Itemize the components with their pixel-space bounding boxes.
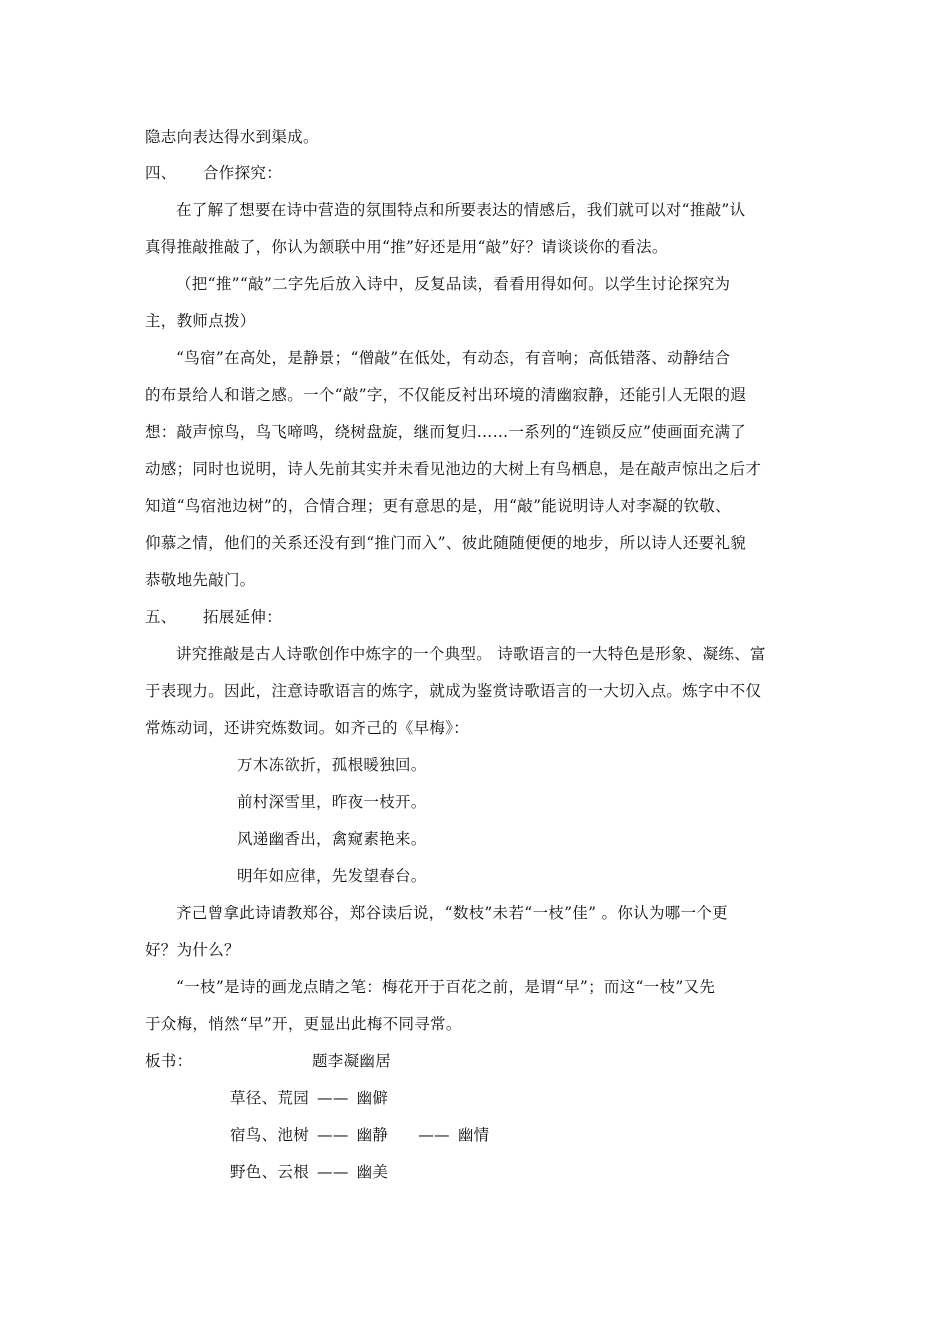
paragraph-line: 常炼动词，还讲究炼数词。如齐己的《早梅》：	[145, 719, 470, 737]
paragraph-line: 真得推敲推敲了，你认为颔联中用“推”好还是用“敲”好？请谈谈你的看法。	[145, 238, 668, 256]
paragraph-line: 的布景给人和谐之感。一个“敲”字，不仅能反衬出环境的清幽寂静，还能引人无限的遐	[145, 386, 747, 404]
blackboard-title: 题李凝幽居	[312, 1052, 392, 1070]
section-four-heading	[145, 162, 815, 184]
section-number: 四、	[145, 164, 177, 182]
board-row-left: 野色、云根	[230, 1163, 310, 1181]
board-row-dash: ——	[317, 1089, 349, 1107]
paragraph-line: 知道“鸟宿池边树”的，合情合理；更有意思的是，用“敲”能说明诗人对李凝的钦敬、	[145, 497, 731, 515]
paragraph-line: 齐己曾拿此诗请教郑谷，郑谷读后说，“数枝”未若“一枝”佳” 。你认为哪一个更	[176, 904, 728, 922]
section-number: 五、	[145, 608, 177, 626]
paragraph-line: 于众梅，悄然“早”开，更显出此梅不同寻常。	[145, 1015, 462, 1033]
paragraph-line: 在了解了想要在诗中营造的氛围特点和所要表达的情感后，我们就可以对“推敲”认	[176, 201, 746, 219]
paragraph-line: 仰慕之情，他们的关系还没有到“推门而入”、彼此随随便便的地步，所以诗人还要礼貌	[145, 534, 747, 552]
paragraph-line: 恭敬地先敲门。	[145, 571, 256, 589]
board-row-dash: ——	[317, 1163, 349, 1181]
paragraph-line: 讲究推敲是古人诗歌创作中炼字的一个典型。 诗歌语言的一大特色是形象、凝练、富	[176, 645, 766, 663]
blackboard-row	[230, 1124, 900, 1146]
paragraph-line: 于表现力。因此，注意诗歌语言的炼字，就成为鉴赏诗歌语言的一大切入点。炼字中不仅	[145, 682, 762, 700]
board-row-right: 幽静	[356, 1126, 389, 1144]
board-row-right: 幽僻	[356, 1089, 389, 1107]
section-five-heading	[145, 606, 815, 628]
board-row-left: 宿鸟、池树	[230, 1126, 310, 1144]
blackboard-label: 板书：	[145, 1052, 193, 1070]
paragraph-end-line: 隐志向表达得水到渠成。	[145, 128, 319, 146]
paragraph-line: 好？为什么？	[145, 941, 240, 959]
blackboard-row	[230, 1161, 900, 1183]
board-row-dash-2: ——	[418, 1126, 450, 1144]
paragraph-line: 主，教师点拨）	[145, 312, 256, 330]
paragraph-line: “一枝”是诗的画龙点睛之笔：梅花开于百花之前，是谓“早”；而这“一枝”又先	[176, 978, 716, 996]
section-title: 合作探究：	[203, 164, 283, 182]
section-title: 拓展延伸：	[203, 608, 283, 626]
paragraph-line: “鸟宿”在高处，是静景；“僧敲”在低处，有动态，有音响；高低错落、动静结合	[176, 349, 731, 367]
paragraph-line: 想：敲声惊鸟，鸟飞啼鸣，绕树盘旋，继而复归……一系列的“连锁反应”使画面充满了	[145, 423, 747, 441]
board-row-left: 草径、荒园	[230, 1089, 310, 1107]
blackboard-row	[230, 1087, 900, 1109]
board-row-extra: 幽情	[457, 1126, 490, 1144]
paragraph-line: 动感；同时也说明，诗人先前其实并未看见池边的大树上有鸟栖息，是在敲声惊出之后才	[145, 460, 762, 478]
poem-line: 风递幽香出，禽窥素艳来。	[237, 830, 427, 848]
paragraph-line: （把“推”“敲”二字先后放入诗中，反复品读，看看用得如何。以学生讨论探究为	[176, 275, 731, 293]
board-row-right: 幽美	[356, 1163, 389, 1181]
poem-line: 前村深雪里，昨夜一枝开。	[237, 793, 427, 811]
poem-line: 万木冻欲折，孤根暖独回。	[237, 756, 427, 774]
board-row-dash: ——	[317, 1126, 349, 1144]
poem-line: 明年如应律，先发望春台。	[237, 867, 427, 885]
